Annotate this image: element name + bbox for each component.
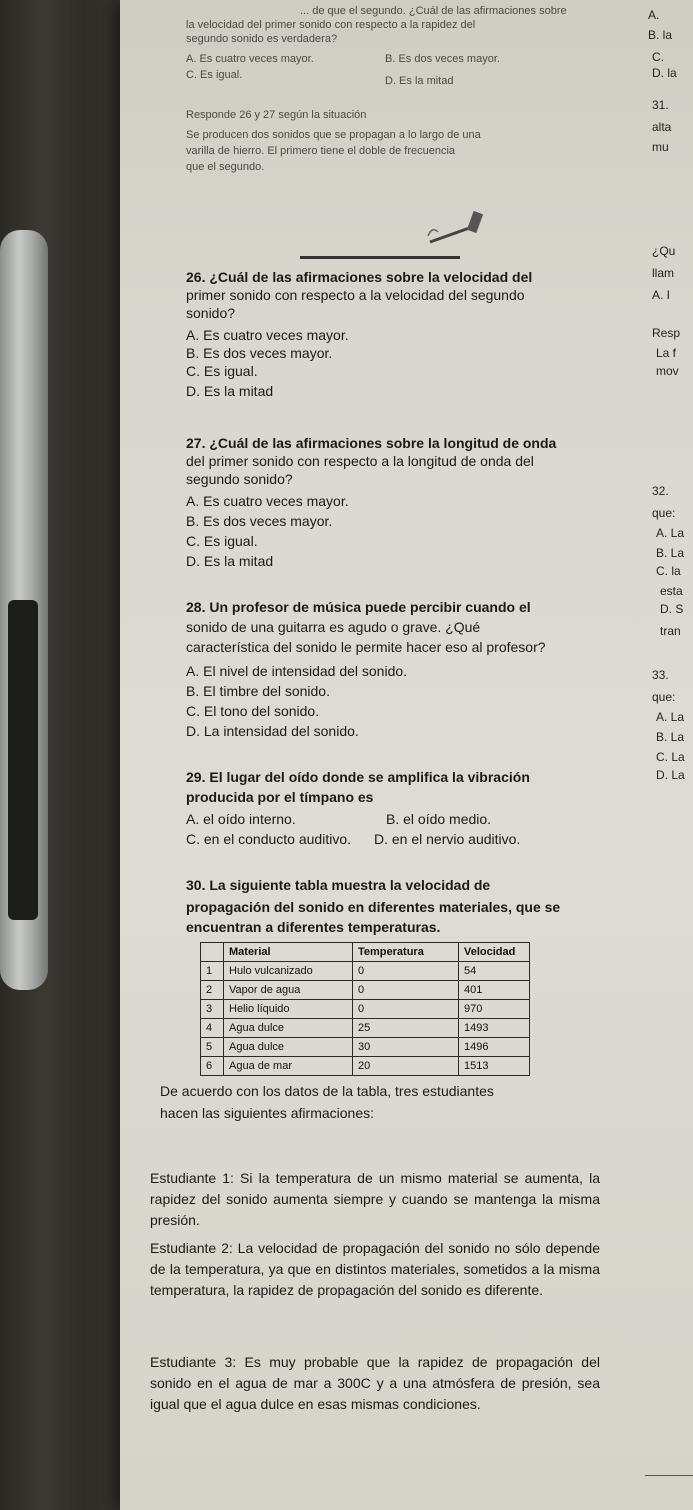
after-table-line2: hacen las siguientes afirmaciones: <box>160 1105 375 1121</box>
table-cell: 0 <box>353 981 459 1000</box>
q27-option-b: B. Es dos veces mayor. <box>186 513 333 529</box>
after-table-line1: De acuerdo con los datos de la tabla, tres estudiantes <box>160 1083 494 1099</box>
q28-option-c: C. El tono del sonido. <box>186 703 320 719</box>
q28-line1: 28. Un profesor de música puede percibir cuando el <box>186 599 531 615</box>
header-line3: segundo sonido es verdadera? <box>186 33 338 45</box>
divider-line <box>645 1475 693 1476</box>
q29-line2: producida por el tímpano es <box>186 789 374 805</box>
header-option-a: A. Es cuatro veces mayor. <box>186 53 314 65</box>
header-option-d: D. Es la mitad <box>385 75 454 87</box>
table-cell: 20 <box>353 1057 459 1076</box>
iron-rod-illustration <box>300 256 460 259</box>
table-row <box>201 1057 530 1076</box>
student-1-statement: Estudiante 1: Si la temperatura de un mismo material se aumenta, la rapidez del sonido aumenta siempre y cuando se mantenga la misma presión. <box>150 1170 600 1228</box>
q27-line3: segundo sonido? <box>186 471 293 487</box>
table-header-velocity: Velocidad <box>459 943 530 962</box>
table-cell: 2 <box>201 981 224 1000</box>
table-cell: Agua dulce <box>224 1038 353 1057</box>
hammer-icon <box>420 208 490 248</box>
edge-text: 31. <box>652 98 669 112</box>
edge-text: mu <box>652 140 669 154</box>
table-cell: Agua de mar <box>224 1057 353 1076</box>
q27-line2: del primer sonido con respecto a la longitud de onda del <box>186 453 534 469</box>
q27-option-c: C. Es igual. <box>186 533 258 549</box>
intro-line3: varilla de hierro. El primero tiene el doble de frecuencia <box>186 145 456 157</box>
edge-text: La f <box>656 346 677 360</box>
q28-option-a: A. El nivel de intensidad del sonido. <box>186 663 408 679</box>
table-cell: 5 <box>201 1038 224 1057</box>
header-top-line: ... de que el segundo. ¿Cuál de las afirmaciones sobre <box>300 5 567 17</box>
edge-text: D. S <box>660 602 684 616</box>
table-header-temperature: Temperatura <box>353 943 459 962</box>
table-row <box>201 1019 530 1038</box>
q26-option-a: A. Es cuatro veces mayor. <box>186 327 349 343</box>
edge-text: A. La <box>656 710 685 724</box>
edge-text: mov <box>656 364 679 378</box>
table-cell: Hulo vulcanizado <box>224 962 353 981</box>
table-cell: 1493 <box>459 1019 530 1038</box>
table-cell: 4 <box>201 1019 224 1038</box>
edge-text: C. La <box>656 750 685 764</box>
edge-text: A. <box>648 8 660 22</box>
q26-option-c: C. Es igual. <box>186 363 258 379</box>
table-cell: 3 <box>201 1000 224 1019</box>
edge-text: ¿Qu <box>652 244 676 258</box>
intro-line4: que el segundo. <box>186 161 265 173</box>
pen-grip-image <box>8 600 38 920</box>
table-cell: 1496 <box>459 1038 530 1057</box>
edge-text: B. La <box>656 730 685 744</box>
table-cell: 1 <box>201 962 224 981</box>
q29-option-d: D. en el nervio auditivo. <box>374 831 521 847</box>
q30-line1: 30. La siguiente tabla muestra la velocidad de <box>186 877 491 893</box>
intro-line1: Responde 26 y 27 según la situación <box>186 109 367 121</box>
edge-text: llam <box>652 266 675 280</box>
table-row <box>201 1000 530 1019</box>
edge-text: B. la <box>648 28 673 42</box>
q27-line1: 27. ¿Cuál de las afirmaciones sobre la longitud de onda <box>186 435 557 451</box>
table-row <box>201 1038 530 1057</box>
edge-text: 33. <box>652 668 669 682</box>
q28-option-d: D. La intensidad del sonido. <box>186 723 359 739</box>
edge-text: que: <box>652 690 676 704</box>
q29-option-a: A. el oído interno. <box>186 811 296 827</box>
q27-option-a: A. Es cuatro veces mayor. <box>186 493 349 509</box>
edge-text: C. la <box>656 564 681 578</box>
edge-text: B. La <box>656 546 685 560</box>
table-cell: 6 <box>201 1057 224 1076</box>
edge-text: D. La <box>656 768 685 782</box>
q26-line3: sonido? <box>186 305 236 321</box>
q28-line2: sonido de una guitarra es agudo o grave. ¿Qué <box>186 619 481 635</box>
q26-line2: primer sonido con respecto a la velocidad del segundo <box>186 287 525 303</box>
edge-text: que: <box>652 506 676 520</box>
table-cell: Agua dulce <box>224 1019 353 1038</box>
table-cell: 1513 <box>459 1057 530 1076</box>
table-cell: 30 <box>353 1038 459 1057</box>
table-cell: 25 <box>353 1019 459 1038</box>
q28-option-b: B. El timbre del sonido. <box>186 683 330 699</box>
table-row <box>201 981 530 1000</box>
edge-text: 32. <box>652 484 669 498</box>
header-option-b: B. Es dos veces mayor. <box>385 53 500 65</box>
table-cell: Helio líquido <box>224 1000 353 1019</box>
q29-option-c: C. en el conducto auditivo. <box>186 831 351 847</box>
edge-text: C. <box>652 50 664 64</box>
table-cell: Vapor de agua <box>224 981 353 1000</box>
student-3-statement: Estudiante 3: Es muy probable que la rapidez de propagación del sonido en el agua de mar a 300C y a una atmósfera de presión, sea igual que el agua dulce en esas mismas condiciones. <box>150 1354 600 1412</box>
edge-text: A. La <box>656 526 685 540</box>
edge-text: Resp <box>652 326 681 340</box>
table-header-material: Material <box>224 943 353 962</box>
q26-option-d: D. Es la mitad <box>186 383 274 399</box>
table-cell: 0 <box>353 1000 459 1019</box>
table-cell: 54 <box>459 962 530 981</box>
edge-text: D. la <box>652 66 677 80</box>
q30-line2: propagación del sonido en diferentes materiales, que se <box>186 899 561 915</box>
table-header-row <box>201 943 530 962</box>
q29-option-b: B. el oído medio. <box>386 811 492 827</box>
table-cell: 401 <box>459 981 530 1000</box>
student-2-statement: Estudiante 2: La velocidad de propagación del sonido no sólo depende de la temperatura, ya que en distintos materiales, sometidos a la misma temperatura, la rapidez de propagación del sonido es diferente. <box>150 1240 600 1298</box>
table-cell: 0 <box>353 962 459 981</box>
edge-text: A. I <box>652 288 671 302</box>
edge-text: alta <box>652 120 672 134</box>
table-header-index <box>201 943 224 962</box>
intro-line2: Se producen dos sonidos que se propagan a lo largo de una <box>186 129 481 141</box>
header-option-c: C. Es igual. <box>186 69 243 81</box>
header-line2: la velocidad del primer sonido con respecto a la rapidez del <box>186 19 476 31</box>
q27-option-d: D. Es la mitad <box>186 553 274 569</box>
q30-line3: encuentran a diferentes temperaturas. <box>186 919 441 935</box>
edge-text: tran <box>660 624 681 638</box>
sound-speed-table <box>200 942 530 1076</box>
q29-line1: 29. El lugar del oído donde se amplifica la vibración <box>186 769 530 785</box>
q26-option-b: B. Es dos veces mayor. <box>186 345 333 361</box>
q26-line1: 26. ¿Cuál de las afirmaciones sobre la velocidad del <box>186 269 533 285</box>
q28-line3: característica del sonido le permite hacer eso al profesor? <box>186 639 546 655</box>
edge-text: esta <box>660 584 683 598</box>
table-cell: 970 <box>459 1000 530 1019</box>
table-row <box>201 962 530 981</box>
